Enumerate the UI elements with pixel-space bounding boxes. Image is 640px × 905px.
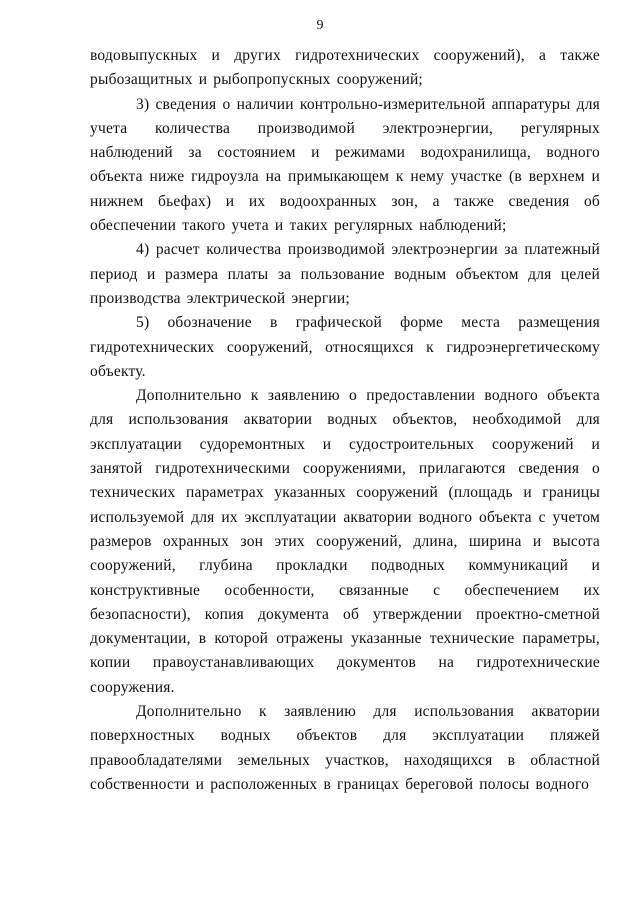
document-text-body [90,44,600,797]
paragraph: Дополнительно к заявлению о предоставлении водного объекта для использования акватории водных объектов, необходимой для эксплуатации судоремонтных и судостроительных сооружений и занятой гидротехническими сооружениями, прилагаются сведения о технических параметрах указанных сооружений (площадь и границы используемой для их эксплуатации акватории водного объекта с учетом размеров охранных зон этих сооружений, длина, ширина и высота сооружений, глубина прокладки подводных коммуникаций и конструктивные особенности, связанные с обеспечением их безопасности), копия документа об утверждении проектно-сметной документации, в которой отражены указанные технические параметры, копии правоустанавливающих документов на гидротехнические сооружения. [90,387,600,696]
paragraph: 3) сведения о наличии контрольно-измерительной аппаратуры для учета количества производимой электроэнергии, регулярных наблюдений за состоянием и режимами водохранилища, водного объекта ниже гидроузла на примыкающем к нему участке (в верхнем и нижнем бьефах) и их водоохранных зон, а также сведения об обеспечении такого учета и таких регулярных наблюдений; [90,95,600,235]
paragraph: Дополнительно к заявлению для использования акватории поверхностных водных объектов для эксплуатации пляжей правообладателями земельных участков, находящихся в областной собственности и расположенных в границах береговой полосы водного [90,703,600,793]
page-number: 9 [316,18,324,33]
paragraph: 5) обозначение в графической форме места размещения гидротехнических сооружений, относящихся к гидроэнергетическому объекту. [90,314,600,380]
paragraph: водовыпускных и других гидротехнических сооружений), а также рыбозащитных и рыбопропускных сооружений; [90,47,600,89]
paragraph: 4) расчет количества производимой электроэнергии за платежный период и размера платы за пользование водным объектом для целей производства электрической энергии; [90,241,600,307]
